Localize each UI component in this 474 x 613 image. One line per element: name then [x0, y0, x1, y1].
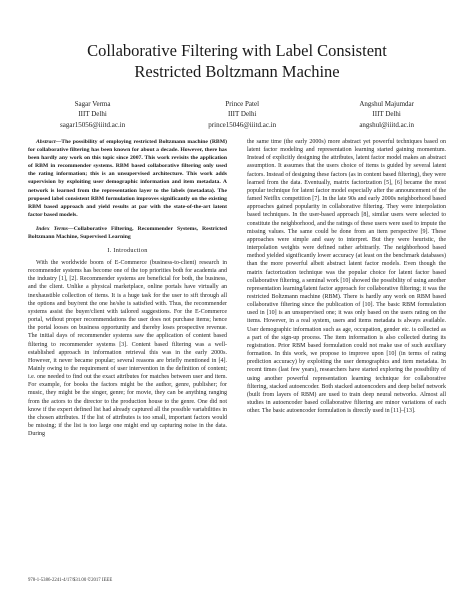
author-email: prince15046@iiitd.ac.in: [208, 120, 277, 129]
paper-title: [0, 40, 474, 82]
abstract-lead: Abstract: [36, 139, 56, 145]
author-name: Sagar Verma: [74, 100, 111, 108]
author-3: [359, 99, 414, 130]
index-terms-text: —Collaborative Filtering, Recommender Systems, Restricted Boltzmann Machine, Supervised Learning: [28, 225, 227, 240]
section-heading-introduction: I. Introduction: [107, 246, 148, 254]
left-column: [28, 138, 227, 438]
author-affiliation: IIIT Delhi: [228, 110, 257, 119]
right-column: [247, 138, 446, 415]
author-affiliation: IIIT Delhi: [78, 110, 107, 119]
author-name: Prince Patel: [225, 100, 260, 108]
author-block: [60, 99, 414, 130]
introduction-paragraph-right: the same time (the early 2000s) more abstract yet powerful techniques based on latent factor modeling and representation learning started gaining momentum. Instead of explicitly designing the attributes, latent factor model makes an abstract assumption. It assumes that the users choice of items is guided by several latent factors. Instead of designing these factors (as in content based filtering), they were learned from the data. Eventually, matrix factorization [5], [6] became the most popular technique for latent factor model especially after the announcement of the famed Netflix competition [7]. In the late 90s and early 2000s neighborhood based approaches gained popularity in collaborative filtering. They were interpolation based techniques. In the user-based approach [8], similar users were selected to constitute the neighborhood, and the ratings of these users were used to impute the missing values. The same could be done from an item perspective [9]. These approaches were simple and easy to interpret. But they were heuristic, the interpolation weights were defined rather arbitrarily. The neighborhood based method yielded significantly lower accuracy (at least on the benchmark databases) than the more powerful albeit abstract latent factor models. Even though the matrix factorization technique was the popular choice for latent factor based collaborative filtering, a seminal work [10] showed the possibility of using another representation learning/latent factor approach for collaborative filtering; it was the restricted Boltzmann machine (RBM). There is hardly any work on RBM based collaborative filtering since the publication of [10]. The basic RBM formulation used in [10] is an unsupervised one; it was only based on the users rating on the items. However, in a real system, users and items metadata is always available. User demographic information such as age, occupation, gender etc. is collected as a part of the sign-up process. The item information is also collected during its registration. Prior RBM based formulation could not make use of such auxiliary formation. In this work, we propose to improve upon [10] (in terms of rating prediction accuracy) by exploiting the user demographics and item metadata. In recent times (last few years), researchers have started exploring the possibility of using another powerful representation learning technique for collaborative filtering, stacked autoencoder. Both stacked autoencoders and deep belief network (built from layers of RBM) are used to train deep neural networks. Almost all studies in autoencoder based collaborative filtering are minor variations of each other. The basic autoencoder formulation is directly used in [11]–[13].: [247, 139, 446, 415]
abstract: [28, 138, 227, 219]
title-line-1: Collaborative Filtering with Label Consistent: [87, 41, 387, 60]
author-2: [208, 99, 276, 130]
title-line-2: Restricted Boltzmann Machine: [134, 62, 340, 81]
index-terms: [28, 225, 227, 241]
abstract-text: —The possibility of employing restricted Boltzmann machine (RBM) for collaborative filtering has been known for about a decade. However, there has been hardly any work on this topic since 2007. This work revisits the application of RBM in recommender systems. RBM based collaborative filtering only used the rating information; this is an unsupervised architecture. This work adds supervision by exploiting user demographic information and item metadata. A network is learned from the representation layer to the labels (metadata). The proposed label consistent RBM formulation improves significantly on the existing RBM based approach and yield results at par with the state-of-the-art latent factor based models.: [28, 139, 227, 218]
author-name: Angshul Majumdar: [359, 100, 414, 108]
author-email: sagar15056@iiitd.ac.in: [60, 120, 126, 129]
index-terms-lead: Index Terms: [36, 225, 68, 232]
copyright-footer: 978-1-5386-2241-4/17/$31.00 ©2017 IEEE: [28, 578, 113, 583]
author-affiliation: IIIT Delhi: [372, 110, 401, 119]
introduction-paragraph-left: With the worldwide boom of E-Commerce (business-to-client) research in recommender systems has become one of the top priorities both for academia and the industry [1], [2]. Recommender systems are beneficial for both, the business, and the client. Unlike a physical marketplace, online portals have virtually an inexhaustible collection of items. It is a huge task for the user to sift through all the options and buy/rent the one he/she is satisfied with. Thus, the recommender systems assist the buyer/client with tailored suggestions. For the E-Commerce portal, without proper recommendations the user does not purchase items; hence the portal looses on business opportunity and thereby loses prospective revenue. The initial days of recommender systems saw the application of content based filtering to recommender systems [3]. Content based filtering was a well-established approach in information retrieval this was in the early 2000s. However, it never became popular; several reasons are briefly mentioned in [4]. Mainly owing to the requirement of user intervention in the definition of content; i.e. one needed to find out the exact attributes for matches between user and item. For example, for books the factors might be the author, genre, publisher; for music, they might be the singer, genre; for movie, they can be anything ranging from the actors to the director to the production house to the genre. One did not know if the expert defined list had already captured all the possible variabilities in the chosen attributes. If the list of attributes is too small, important factors would be missing; if the list is too large one might end up capturing noise in the data. During: [28, 259, 227, 438]
author-1: [60, 99, 125, 130]
author-email: angshul@iiitd.ac.in: [359, 120, 414, 129]
